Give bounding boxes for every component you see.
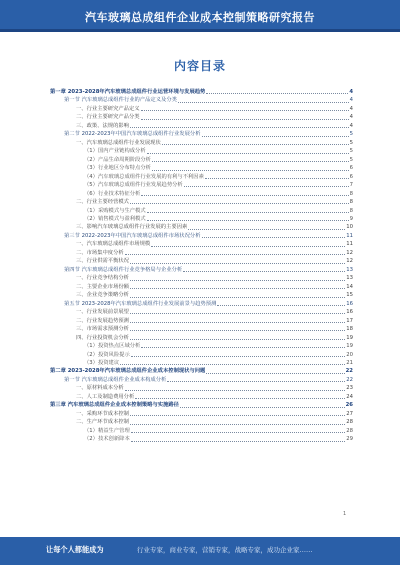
toc-entry-page: 23 (346, 385, 353, 392)
toc-entry[interactable] (50, 139, 353, 147)
toc-entry[interactable] (50, 300, 353, 308)
footer-tagline: 行业专家，商业专家，营销专家，战略专家，成功企业家…… (137, 546, 313, 554)
toc-entry-page: 8 (349, 207, 353, 214)
toc-leader-dots (130, 263, 345, 264)
toc-entry-title: （3）行业地区分布特点分析 (84, 165, 151, 172)
toc-entry[interactable] (50, 393, 353, 401)
toc-leader-dots (188, 229, 345, 230)
toc-entry-title: 三、政策、法规的影响 (76, 122, 129, 129)
toc-entry[interactable] (50, 317, 353, 325)
toc-entry-page: 8 (349, 199, 353, 206)
toc-entry-page: 13 (346, 275, 353, 282)
toc-leader-dots (151, 246, 345, 247)
toc-entry-title: 第二章 2023-2028年汽车玻璃总成组件企业成本控制现状与问题 (50, 368, 206, 375)
toc-leader-dots (202, 237, 346, 238)
toc-leader-dots (131, 356, 346, 357)
toc-entry-title: 三、市场需求预测分析 (76, 326, 129, 333)
toc-entry[interactable] (50, 376, 353, 384)
toc-entry-title: （2）销售模式与盈利模式 (84, 216, 146, 223)
toc-entry-page: 4 (349, 105, 353, 112)
toc-entry-page: 10 (346, 224, 353, 231)
toc-entry[interactable] (50, 325, 353, 333)
toc-entry-title: （2）产品生命周期阶段分析 (84, 156, 151, 163)
toc-entry[interactable] (50, 156, 353, 164)
toc-entry-page: 29 (346, 436, 353, 443)
toc-leader-dots (141, 110, 349, 111)
toc-entry-page: 22 (345, 368, 353, 375)
toc-entry-title: 一、汽车玻璃总成组件行业发展现状 (76, 139, 161, 146)
toc-entry[interactable] (50, 130, 353, 138)
toc-entry[interactable] (50, 257, 353, 265)
toc-entry-title: （5）汽车玻璃总成组件行业发展趋势分析 (84, 182, 183, 189)
toc-entry-title: （6）行业技术特征分析 (84, 190, 141, 197)
toc-entry-title: 二、主要企业市场份额 (76, 283, 129, 290)
toc-entry-page: 19 (346, 343, 353, 350)
toc-entry-title: 第一章 2023-2028年汽车玻璃总成组件行业运营环境与发展趋势 (50, 88, 206, 95)
report-header-bar (0, 0, 400, 32)
toc-leader-dots (147, 153, 349, 154)
toc-leader-dots (162, 144, 349, 145)
toc-entry-page: 15 (346, 292, 353, 299)
toc-entry-title: （3）投资建议 (84, 359, 120, 366)
toc-leader-dots (130, 339, 345, 340)
toc-entry-title: 二、行业发展趋势预测 (76, 317, 129, 324)
toc-entry-page: 8 (349, 190, 353, 197)
toc-leader-dots (131, 432, 346, 433)
toc-entry-title: （4）汽车玻璃总成组件行业发展的有利与不利因素 (84, 173, 204, 180)
toc-leader-dots (130, 288, 345, 289)
toc-entry-title: 一、汽车玻璃总成组件市场规模 (76, 241, 151, 248)
toc-leader-dots (180, 407, 345, 408)
toc-entry[interactable] (50, 359, 353, 367)
toc-entry-page: 26 (345, 402, 353, 409)
toc-entry[interactable] (50, 190, 353, 198)
toc-entry-title: （2）投资风险提示 (84, 351, 130, 358)
toc-heading: 内容目录 (173, 59, 226, 73)
toc-entry[interactable] (50, 249, 353, 257)
page-number: 1 (343, 511, 347, 517)
toc-entry[interactable] (50, 113, 353, 121)
toc-entry-page: 27 (346, 410, 353, 417)
toc-entry-page: 5 (349, 131, 353, 138)
toc-leader-dots (178, 102, 349, 103)
toc-entry-page: 24 (346, 393, 353, 400)
toc-entry-title: 一、行业主要研究产品定义 (76, 105, 140, 112)
toc-entry-page: 4 (349, 97, 353, 104)
toc-leader-dots (130, 313, 345, 314)
toc-entry[interactable] (50, 283, 353, 291)
toc-entry-title: 第三章 汽车玻璃总成组件企业成本控制策略与实施路径 (50, 402, 179, 409)
toc-entry-title: 三、影响汽车玻璃总成组件行业发展的主要因素 (76, 224, 188, 231)
toc-leader-dots (125, 390, 346, 391)
toc-leader-dots (130, 330, 345, 331)
toc-entry-page: 11 (346, 232, 353, 239)
toc-entry-title: （2）技术创新降本 (84, 436, 130, 443)
report-title: 汽车玻璃总成组件企业成本控制策略研究报告 (85, 11, 315, 24)
toc-entry[interactable] (50, 367, 353, 375)
toc-entry-page: 14 (346, 283, 353, 290)
toc-entry[interactable] (50, 96, 353, 104)
toc-entry[interactable] (50, 215, 353, 223)
toc-entry[interactable] (50, 122, 353, 130)
toc-entry-page: 28 (346, 427, 353, 434)
toc-entry-title: 四、行业投资机会分析 (76, 334, 129, 341)
toc-entry[interactable] (50, 274, 353, 282)
toc-entry-title: 二、生产环节成本控制 (76, 419, 129, 426)
toc-leader-dots (152, 161, 349, 162)
toc-entry-page: 4 (349, 114, 353, 121)
toc-leader-dots (141, 347, 345, 348)
toc-entry-title: （1）国内产业链构成分析 (84, 148, 146, 155)
toc-entry-page: 12 (346, 249, 353, 256)
toc-entry-title: 一、行业竞争结构分析 (76, 275, 129, 282)
toc-entry-title: 第四节 汽车玻璃总成组件行业竞争格局与企业分析 (64, 266, 183, 273)
toc-entry-title: （1）精益生产管理 (84, 427, 130, 434)
toc-entry[interactable] (50, 342, 353, 350)
toc-entry-title: 三、企业竞争策略分析 (76, 292, 129, 299)
toc-leader-dots (130, 203, 349, 204)
toc-entry-page: 20 (346, 351, 353, 358)
toc-leader-dots (202, 136, 349, 137)
toc-entry[interactable] (50, 308, 353, 316)
toc-leader-dots (217, 305, 345, 306)
toc-entry[interactable] (50, 435, 353, 443)
header-stripe (0, 29, 400, 32)
toc-entry-page: 13 (346, 266, 353, 273)
table-of-contents (50, 88, 353, 444)
toc-leader-dots (135, 398, 345, 399)
toc-leader-dots (130, 415, 345, 416)
toc-leader-dots (125, 254, 346, 255)
toc-leader-dots (205, 178, 349, 179)
toc-entry-page: 4 (349, 122, 353, 129)
toc-entry-page: 7 (349, 182, 353, 189)
toc-entry-title: 第一节 汽车玻璃总成组件行业的产品定义及分类 (64, 97, 177, 104)
toc-entry[interactable] (50, 198, 353, 206)
toc-entry-page: 22 (346, 376, 353, 383)
toc-entry[interactable] (50, 384, 353, 392)
toc-leader-dots (147, 220, 349, 221)
toc-leader-dots (130, 322, 345, 323)
toc-entry-page: 4 (349, 88, 353, 95)
toc-leader-dots (206, 373, 344, 374)
toc-entry[interactable] (50, 266, 353, 274)
toc-entry[interactable] (50, 224, 353, 232)
toc-entry-page: 16 (346, 309, 353, 316)
toc-entry-page: 5 (349, 156, 353, 163)
toc-entry[interactable] (50, 418, 353, 426)
toc-entry-page: 5 (349, 139, 353, 146)
toc-entry-page: 18 (346, 326, 353, 333)
toc-entry[interactable] (50, 427, 353, 435)
toc-entry-title: 第二节 2022-2023年中国汽车玻璃总成组件行业发展分析 (64, 131, 201, 138)
toc-entry-title: （1）采购模式与生产模式 (84, 207, 146, 214)
toc-leader-dots (130, 297, 345, 298)
toc-entry-page: 5 (349, 148, 353, 155)
toc-entry[interactable] (50, 334, 353, 342)
toc-entry-title: 三、行业供需平衡状况 (76, 258, 129, 265)
toc-leader-dots (183, 271, 345, 272)
toc-entry-page: 11 (346, 241, 353, 248)
toc-leader-dots (130, 127, 349, 128)
toc-entry[interactable] (50, 291, 353, 299)
toc-entry[interactable] (50, 351, 353, 359)
toc-entry[interactable] (50, 181, 353, 189)
toc-entry[interactable] (50, 173, 353, 181)
toc-entry-page: 28 (346, 419, 353, 426)
toc-entry-page: 16 (346, 300, 353, 307)
toc-leader-dots (206, 93, 348, 94)
toc-entry-page: 6 (349, 173, 353, 180)
toc-leader-dots (152, 170, 349, 171)
toc-entry[interactable] (50, 105, 353, 113)
toc-entry-title: 二、行业主要研究产品分类 (76, 114, 140, 121)
toc-leader-dots (184, 186, 349, 187)
toc-entry-page: 6 (349, 165, 353, 172)
toc-entry[interactable] (50, 410, 353, 418)
toc-entry[interactable] (50, 240, 353, 248)
toc-entry-page: 19 (346, 334, 353, 341)
toc-entry-page: 21 (346, 359, 353, 366)
toc-entry[interactable] (50, 88, 353, 96)
toc-entry-title: 一、行业发展前景展望 (76, 309, 129, 316)
toc-leader-dots (141, 195, 348, 196)
toc-entry[interactable] (50, 147, 353, 155)
toc-entry[interactable] (50, 401, 353, 409)
footer-slogan: 让每个人都能成为 (46, 545, 104, 554)
toc-leader-dots (130, 280, 345, 281)
toc-entry-page: 9 (349, 216, 353, 223)
footer-bar (0, 537, 400, 565)
toc-leader-dots (131, 441, 346, 442)
toc-entry-page: 12 (346, 258, 353, 265)
toc-entry-title: （1）投资热点区域分析 (84, 343, 141, 350)
toc-entry-page: 17 (346, 317, 353, 324)
toc-leader-dots (130, 424, 345, 425)
toc-entry-title: 二、人工及制造费用分析 (76, 393, 135, 400)
toc-entry-title: 二、市场集中度分析 (76, 249, 124, 256)
toc-entry[interactable] (50, 164, 353, 172)
toc-entry[interactable] (50, 232, 353, 240)
toc-entry-title: 二、行业主要经营模式 (76, 199, 129, 206)
toc-entry-title: 一、采购环节成本控制 (76, 410, 129, 417)
toc-leader-dots (147, 212, 349, 213)
toc-entry-title: 一、原材料成本分析 (76, 385, 124, 392)
toc-entry[interactable] (50, 207, 353, 215)
toc-entry-title: 第一节 汽车玻璃总成组件企业成本构成分析 (64, 376, 167, 383)
toc-leader-dots (120, 364, 345, 365)
toc-leader-dots (167, 381, 345, 382)
toc-entry-title: 第三节 2022-2023年中国汽车玻璃总成组件市场状况分析 (64, 232, 201, 239)
toc-leader-dots (141, 119, 349, 120)
toc-entry-title: 第五节 2023-2028年汽车玻璃总成组件行业发展前景与趋势预测 (64, 300, 217, 307)
